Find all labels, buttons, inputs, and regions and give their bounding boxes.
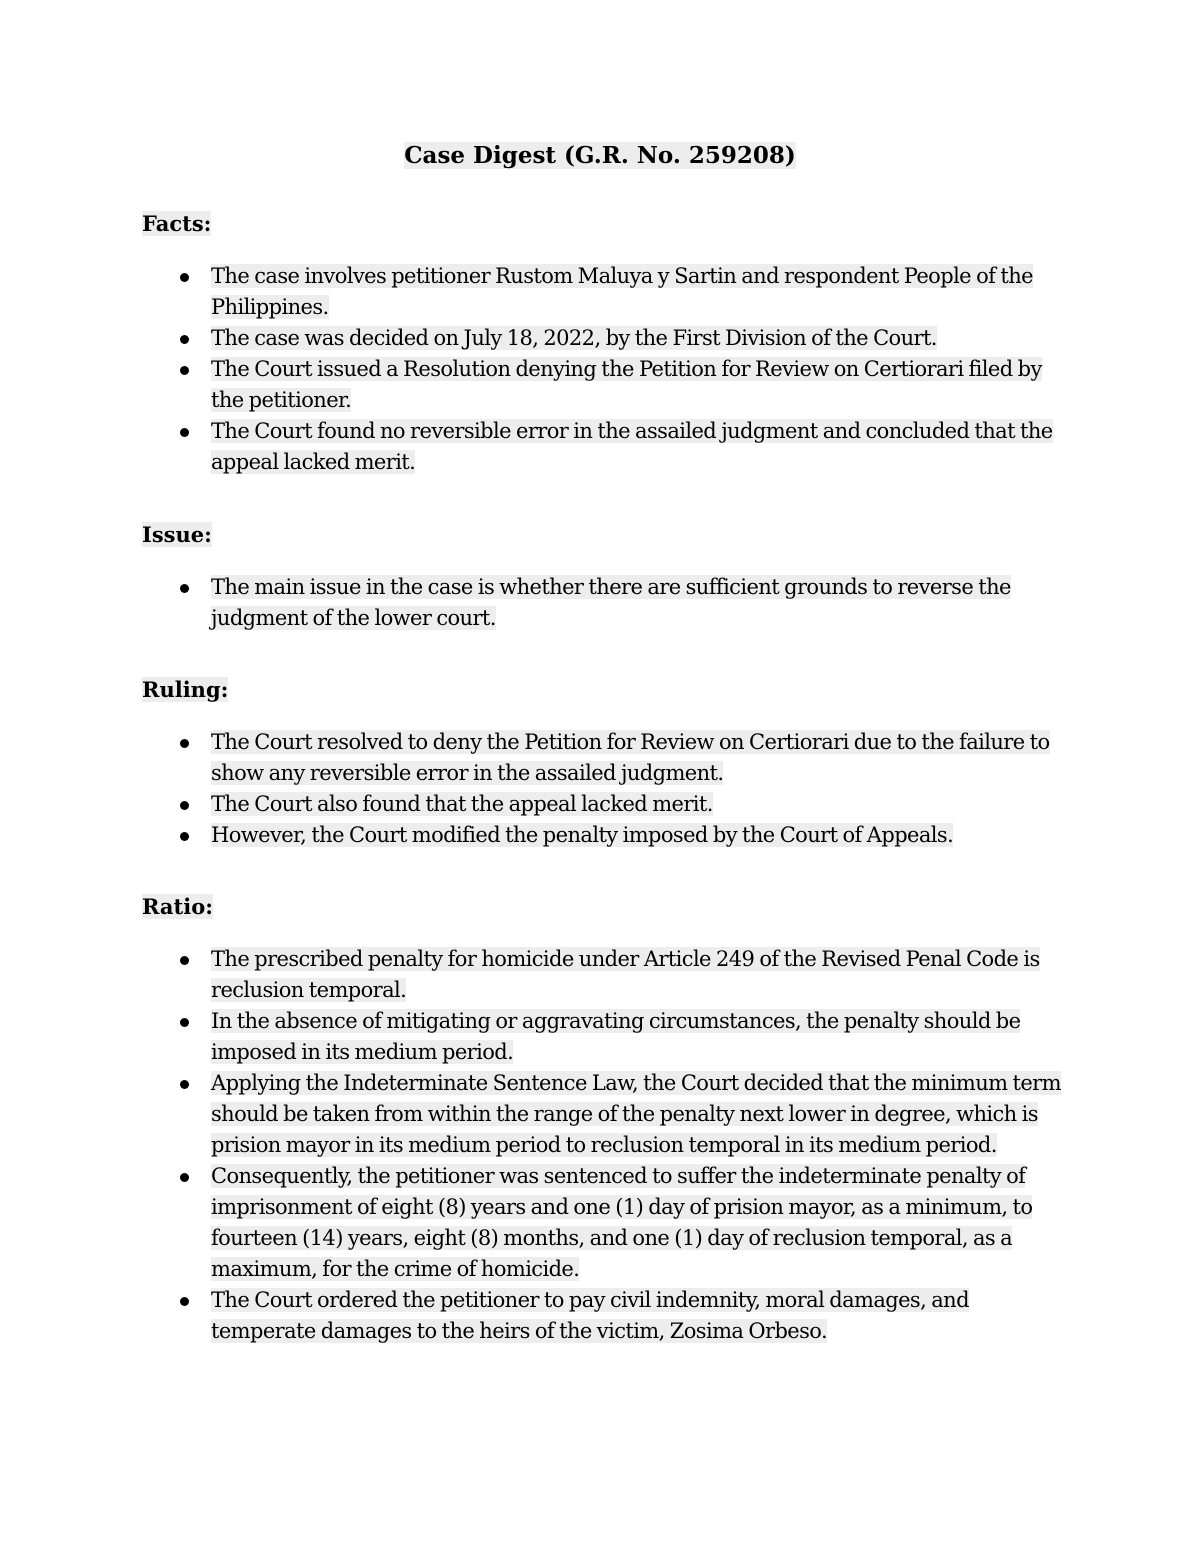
section-facts — [142, 208, 1072, 478]
bullet-icon — [180, 832, 189, 841]
list-item-text: Consequently, the petitioner was sentenced to suffer the indeterminate penalty of imprisonment of eight (8) years and one (1) day of prision mayor, as a minimum, to fourteen (14) years, eight (8) months, and one (1) day of reclusion temporal, as a maximum, for the crime of homicide. — [211, 1164, 1033, 1281]
bullet-icon — [180, 801, 189, 810]
page-title — [0, 140, 1200, 172]
bullet-icon — [180, 366, 189, 375]
list-item — [142, 1285, 1072, 1347]
section-heading — [142, 891, 1072, 923]
list-item — [142, 944, 1072, 1006]
list-item-text: The main issue in the case is whether there are sufficient grounds to reverse the judgment of the lower court. — [211, 575, 1011, 630]
list-item — [142, 1068, 1072, 1161]
ruling-list — [142, 727, 1072, 851]
bullet-icon — [180, 428, 189, 437]
list-item-text: Applying the Indeterminate Sentence Law, the Court decided that the minimum term should be taken from within the range of the penalty next lower in degree, which is prision mayor in its medium period to reclusion temporal in its medium period. — [211, 1071, 1061, 1157]
list-item-text: The Court resolved to deny the Petition for Review on Certiorari due to the failure to show any reversible error in the assailed judgment. — [211, 730, 1050, 785]
section-heading-text: Issue: — [142, 522, 212, 547]
issue-list — [142, 572, 1072, 634]
section-heading — [142, 674, 1072, 706]
list-item — [142, 572, 1072, 634]
facts-list — [142, 261, 1072, 478]
list-item-text: The Court also found that the appeal lacked merit. — [211, 792, 713, 816]
list-item-text: The Court ordered the petitioner to pay civil indemnity, moral damages, and temperate damages to the heirs of the victim, Zosima Orbeso. — [211, 1288, 969, 1343]
bullet-icon — [180, 739, 189, 748]
list-item — [142, 1006, 1072, 1068]
list-item — [142, 354, 1072, 416]
page-title-text: Case Digest (G.R. No. 259208) — [404, 142, 796, 169]
list-item-text: However, the Court modified the penalty imposed by the Court of Appeals. — [211, 823, 954, 847]
ratio-list — [142, 944, 1072, 1347]
bullet-icon — [180, 273, 189, 282]
list-item-text: The Court issued a Resolution denying the Petition for Review on Certiorari filed by the petitioner. — [211, 357, 1042, 412]
section-heading-text: Ratio: — [142, 894, 213, 919]
bullet-icon — [180, 584, 189, 593]
list-item-text: The case was decided on July 18, 2022, by the First Division of the Court. — [211, 326, 937, 350]
list-item-text: In the absence of mitigating or aggravating circumstances, the penalty should be imposed in its medium period. — [211, 1009, 1021, 1064]
bullet-icon — [180, 1173, 189, 1182]
bullet-icon — [180, 956, 189, 965]
section-heading — [142, 519, 1072, 551]
bullet-icon — [180, 1080, 189, 1089]
list-item — [142, 416, 1072, 478]
bullet-icon — [180, 335, 189, 344]
bullet-icon — [180, 1297, 189, 1306]
list-item — [142, 323, 1072, 354]
section-heading-text: Ruling: — [142, 677, 229, 702]
section-ratio — [142, 891, 1072, 1347]
section-heading — [142, 208, 1072, 240]
list-item-text: The case involves petitioner Rustom Maluya y Sartin and respondent People of the Philippines. — [211, 264, 1033, 319]
list-item — [142, 789, 1072, 820]
list-item — [142, 727, 1072, 789]
section-issue — [142, 519, 1072, 634]
list-item — [142, 1161, 1072, 1285]
bullet-icon — [180, 1018, 189, 1027]
list-item — [142, 261, 1072, 323]
section-ruling — [142, 674, 1072, 851]
list-item-text: The prescribed penalty for homicide under Article 249 of the Revised Penal Code is reclusion temporal. — [211, 947, 1040, 1002]
section-heading-text: Facts: — [142, 211, 212, 236]
list-item-text: The Court found no reversible error in the assailed judgment and concluded that the appeal lacked merit. — [211, 419, 1053, 474]
list-item — [142, 820, 1072, 851]
